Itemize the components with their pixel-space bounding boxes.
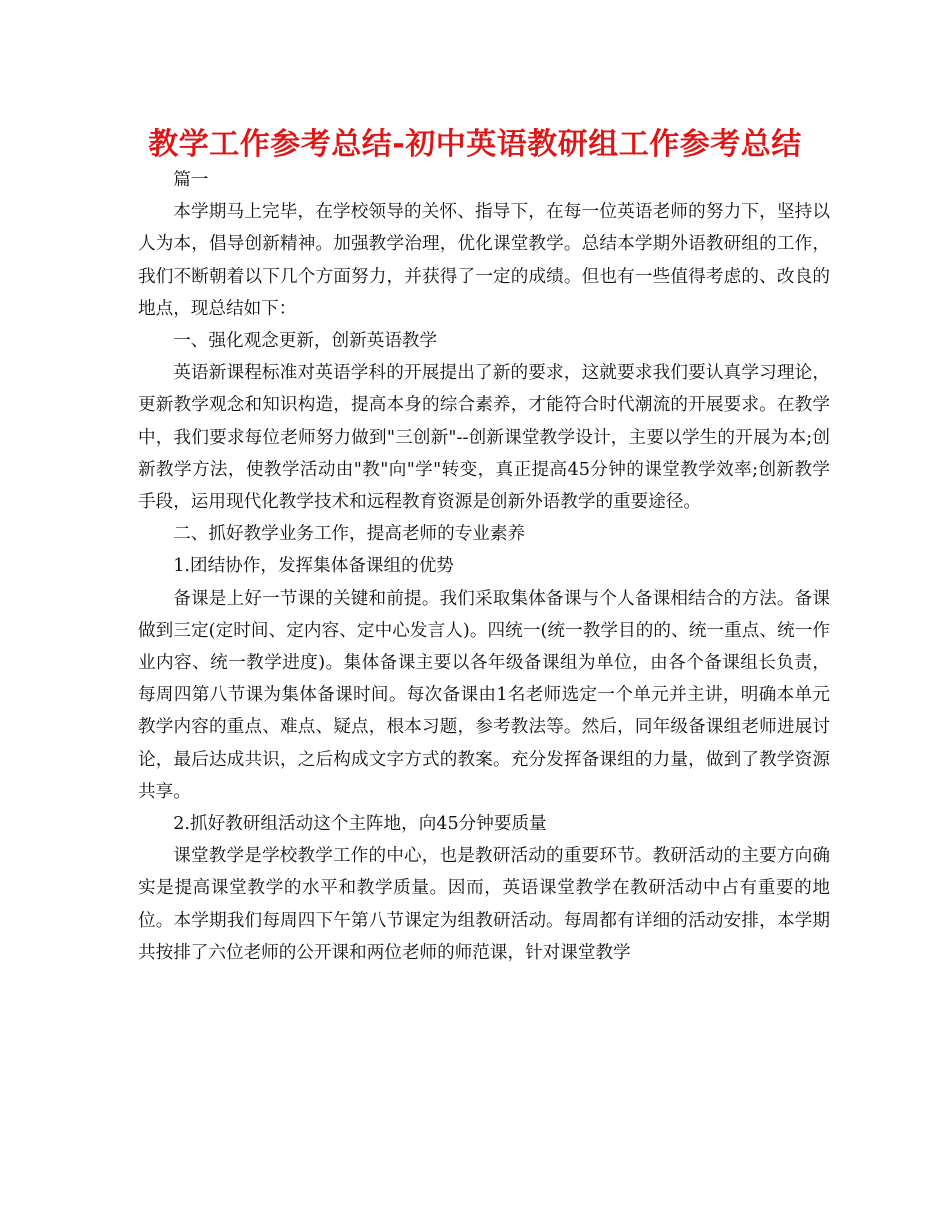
- document-body: [138, 164, 830, 969]
- subheading-2-2: 2.抓好教研组活动这个主阵地，向45分钟要质量: [173, 814, 547, 835]
- heading-section-2: 二、抓好教学业务工作，提高老师的专业素养: [173, 524, 526, 545]
- heading-section-1: 一、强化观念更新，创新英语教学: [173, 331, 438, 352]
- subheading-2-1: 1.团结协作，发挥集体备课组的优势: [173, 556, 454, 577]
- paragraph-section-1: 英语新课程标准对英语学科的开展提出了新的要求，这就要求我们要认真学习理论，更新教学观念和知识构造，提高本身的综合素养，才能符合时代潮流的开展要求。在教学中，我们要求每位老师努力做到"三创新"--创新课堂教学设计，主要以学生的开展为本;创新教学方法，使教学活动由"教"向"学"转变，真正提高45分钟的课堂教学效率;创新教学手段，运用现代化教学技术和远程教育资源是创新外语教学的重要途径。: [138, 363, 830, 513]
- document-title: 教学工作参考总结-初中英语教研组工作参考总结: [148, 127, 802, 162]
- paragraph-intro: 本学期马上完毕，在学校领导的关怀、指导下，在每一位英语老师的努力下，坚持以人为本，倡导创新精神。加强教学治理，优化课堂教学。总结本学期外语教研组的工作，我们不断朝着以下几个方面努力，并获得了一定的成绩。但也有一些值得考虑的、改良的地点，现总结如下：: [138, 202, 830, 319]
- paragraph-2-1: 备课是上好一节课的关键和前提。我们采取集体备课与个人备课相结合的方法。备课做到三定(定时间、定内容、定中心发言人)。四统一(统一教学目的的、统一重点、统一作业内容、统一教学进度)。集体备课主要以各年级备课组为单位，由各个备课组长负责，每周四第八节课为集体备课时间。每次备课由1名老师选定一个单元并主讲，明确本单元教学内容的重点、难点、疑点，根本习题，参考教法等。然后，同年级备课组老师进展讨论，最后达成共识，之后构成文字方式的教案。充分发挥备课组的力量，做到了教学资源共享。: [138, 588, 830, 802]
- paragraph-2-2: 课堂教学是学校教学工作的中心，也是教研活动的重要环节。教研活动的主要方向确实是提高课堂教学的水平和教学质量。因而，英语课堂教学在教研活动中占有重要的地位。本学期我们每周四下午第八节课定为组教研活动。每周都有详细的活动安排，本学期共按排了六位老师的公开课和两位老师的师范课，针对课堂教学: [138, 846, 830, 963]
- paragraph-section-label: 篇一: [173, 170, 209, 190]
